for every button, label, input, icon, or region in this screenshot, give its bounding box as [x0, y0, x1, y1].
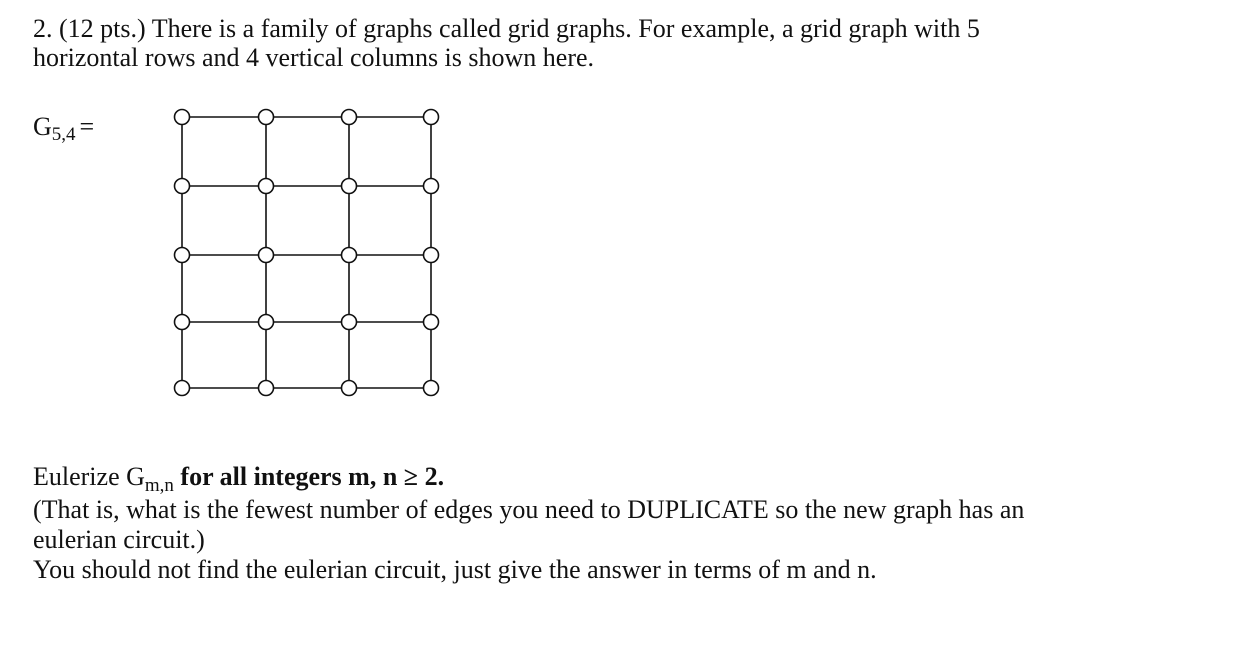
grid-vertex — [342, 179, 357, 194]
grid-vertex — [424, 381, 439, 396]
grid-vertex — [259, 315, 274, 330]
task-line-4: You should not find the eulerian circuit, just give the answer in terms of m and n. — [33, 555, 877, 584]
eulerize-condition: for all integers m, n ≥ 2. — [180, 462, 445, 491]
grid-vertex — [424, 248, 439, 263]
grid-vertex — [259, 381, 274, 396]
grid-vertex — [259, 248, 274, 263]
grid-graph-figure — [160, 100, 460, 410]
grid-vertex — [175, 315, 190, 330]
grid-vertex — [342, 315, 357, 330]
task-line-1 — [33, 462, 1223, 495]
graph-label-subscript: 5,4 — [51, 124, 76, 145]
grid-vertex — [342, 110, 357, 125]
grid-vertex — [175, 179, 190, 194]
problem-intro-line-1: 2. (12 pts.) There is a family of graphs called grid graphs. For example, a grid graph with 5 — [33, 14, 980, 43]
problem-statement — [33, 14, 1213, 72]
grid-vertex — [259, 179, 274, 194]
task-line-2: (That is, what is the fewest number of edges you need to DUPLICATE so the new graph has an — [33, 495, 1025, 524]
graph-label-letter: G — [33, 112, 52, 141]
grid-vertex — [424, 315, 439, 330]
task-statement — [33, 462, 1223, 585]
grid-vertex — [342, 381, 357, 396]
grid-vertex — [424, 110, 439, 125]
grid-vertex — [342, 248, 357, 263]
grid-vertex — [175, 248, 190, 263]
grid-vertex — [175, 110, 190, 125]
graph-label-equals: = — [79, 112, 95, 141]
grid-vertex — [424, 179, 439, 194]
grid-graph-label — [33, 112, 94, 145]
eulerize-text: Eulerize G — [33, 462, 145, 491]
grid-vertex — [259, 110, 274, 125]
problem-intro-line-2: horizontal rows and 4 vertical columns is shown here. — [33, 43, 595, 72]
task-line-3: eulerian circuit.) — [33, 525, 205, 554]
eulerize-subscript: m,n — [144, 475, 174, 496]
grid-vertex — [175, 381, 190, 396]
